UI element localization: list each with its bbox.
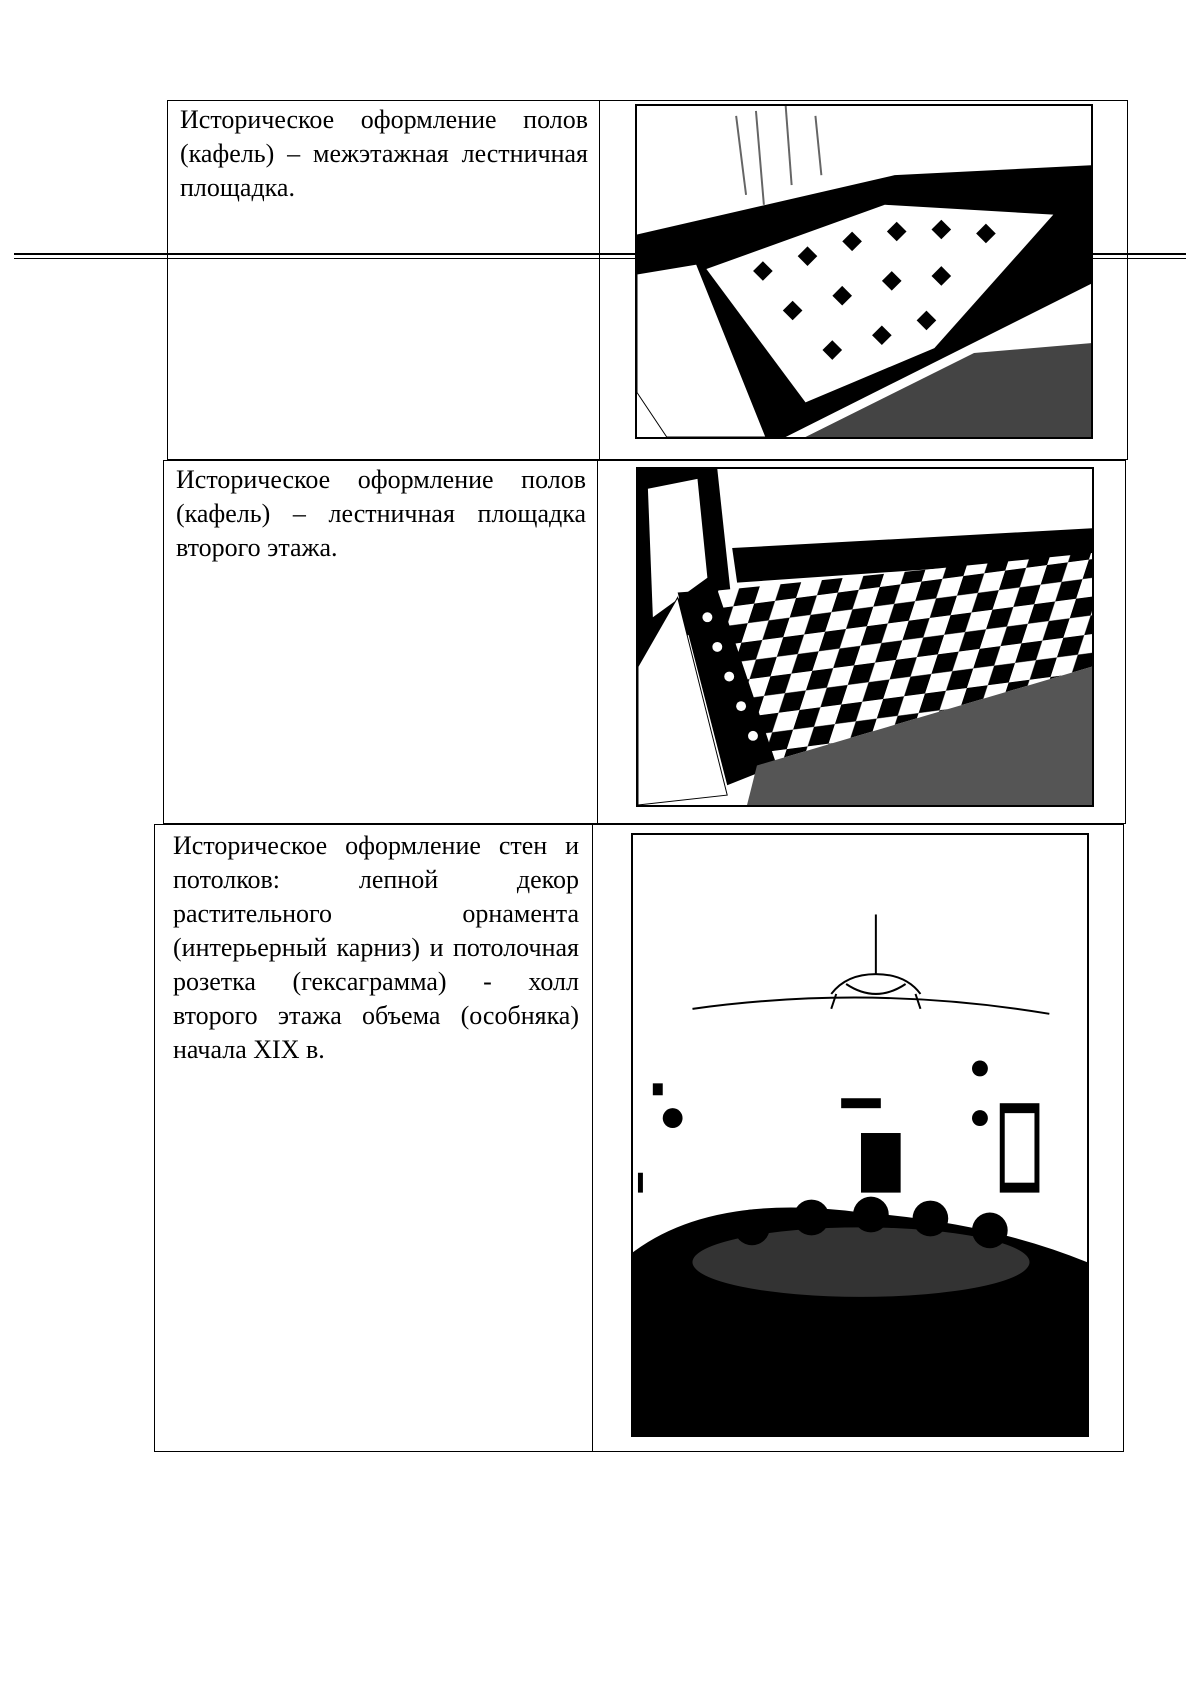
row-description: Историческое оформление стен и потолков: лепной декор растительного орнамента (интерьерный карниз) и потолочная розетка (гексаграмма) - холл второго этажа объема (особняка) начала XIX в. bbox=[173, 831, 579, 1064]
column-divider bbox=[597, 461, 598, 823]
table-row bbox=[154, 824, 1124, 1452]
table-row bbox=[163, 460, 1126, 824]
hall-interior-chandelier-photo bbox=[631, 833, 1089, 1437]
table-row bbox=[167, 100, 1128, 460]
octagon-tile-floor-photo bbox=[635, 104, 1093, 439]
row-description: Историческое оформление полов (кафель) – межэтажная лестничная площадка. bbox=[180, 105, 588, 202]
column-divider bbox=[599, 101, 600, 459]
column-divider bbox=[592, 825, 593, 1451]
row-description: Историческое оформление полов (кафель) – лестничная площадка второго этажа. bbox=[176, 465, 586, 562]
checkerboard-tile-floor-photo bbox=[636, 467, 1094, 807]
